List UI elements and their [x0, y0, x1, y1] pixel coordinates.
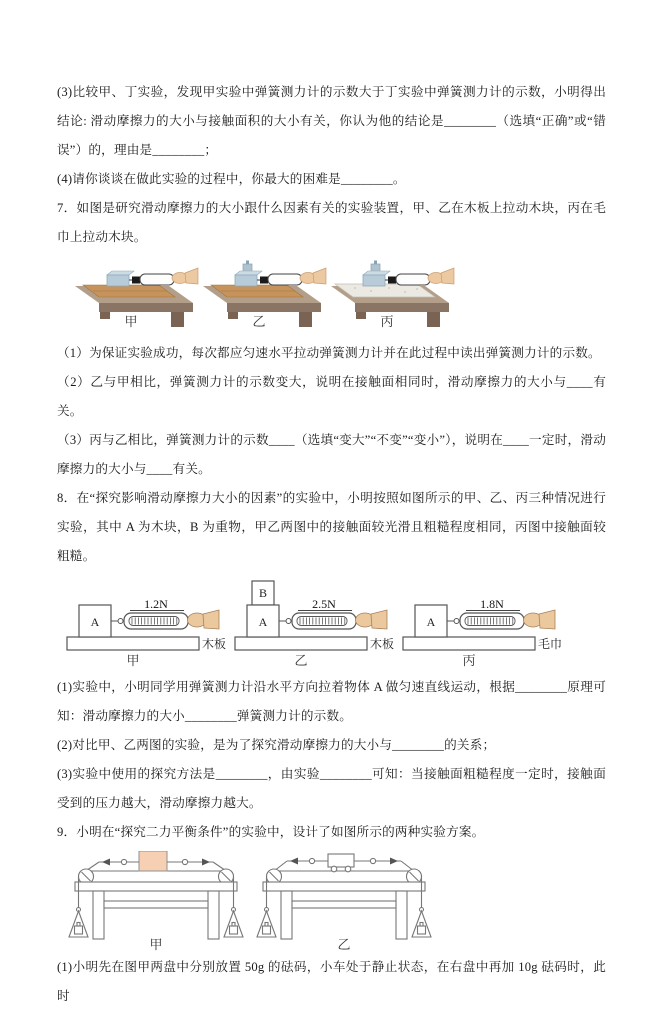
question-7-stem: 7．如图是研究滑动摩擦力的大小跟什么因素有关的实验装置，甲、乙在木板上拉动木块，丙在毛巾上拉动木块。: [57, 201, 606, 244]
string-ring: [121, 859, 126, 864]
table-crossbar: [104, 901, 208, 908]
question-6-part3: (3)比较甲、丁实验，发现甲实验中弹簧测力计的示数大于丁实验中弹簧测力计的示数，小明得出结论: 滑动摩擦力的大小与接触面积的大小有关，你认为他的结论是________（选填“正确”或“错误”）的，理由是________；: [57, 85, 606, 157]
force-reading: 2.5N: [312, 597, 336, 611]
fig8-panel-yi: [235, 581, 394, 668]
spring-scale: [396, 274, 430, 285]
block: [139, 851, 167, 871]
scale-connector: [260, 277, 268, 284]
figure-q9-drawing: [61, 851, 441, 951]
forearm: [313, 268, 326, 284]
towel-dot: [388, 287, 390, 289]
table-leg: [427, 312, 440, 327]
question-7-part1: （1）为保证实验成功，每次都应匀速水平拉动弹簧测力计并在此过程中读出弹簧测力计的示数。: [57, 346, 601, 360]
panel-caption: 乙: [337, 937, 351, 951]
table-apron: [99, 303, 193, 312]
block-a-label: A: [426, 615, 436, 629]
tabletop: [263, 882, 425, 891]
table-leg: [281, 891, 292, 939]
table-leg: [228, 312, 238, 319]
weight-knob: [246, 261, 249, 265]
track: [81, 871, 231, 882]
forearm: [203, 610, 219, 629]
weight-knob: [232, 923, 235, 927]
table-leg: [208, 891, 219, 939]
cart-wheel: [345, 866, 351, 872]
table-apron: [227, 303, 321, 312]
table-leg: [299, 312, 312, 327]
board: [235, 637, 367, 650]
weight: [263, 926, 271, 934]
towel-dot: [416, 288, 418, 290]
panel-caption: 乙: [294, 653, 308, 668]
spring-scale: [268, 274, 302, 285]
string-right-drop: [401, 861, 412, 870]
fig9-panel-yi: [257, 854, 431, 951]
force-reading: 1.2N: [144, 597, 168, 611]
spring-coils: [468, 618, 513, 625]
string-left-drop: [276, 861, 287, 870]
question-8-part2: (2)对比甲、乙两图的实验，是为了探究滑动摩擦力的大小与________的关系；: [57, 738, 496, 752]
forearm: [539, 610, 555, 629]
figure-q8-drawing: [57, 579, 567, 669]
block-b-label: B: [258, 586, 268, 600]
table-leg: [356, 312, 366, 319]
wood-block: [107, 275, 129, 286]
weight-knob: [265, 923, 268, 927]
tabletop: [75, 882, 237, 891]
surface-label: 毛巾: [538, 637, 563, 651]
arrow-right-icon: [390, 858, 398, 865]
hook-ring: [454, 619, 459, 624]
question-9-part1: (1)小明先在图甲两盘中分别放置 50g 的砝码，小车处于静止状态，在右盘中再加 10g 砝码时，此时: [57, 960, 606, 1003]
table-leg: [100, 312, 110, 319]
block-a-label: A: [258, 615, 268, 629]
string-right-drop: [213, 862, 224, 870]
string-ring: [182, 859, 187, 864]
fig8-panel-jia: [67, 597, 226, 668]
table-apron: [355, 303, 449, 312]
weight: [230, 926, 238, 934]
string-ring: [309, 858, 314, 863]
block-top-face: [363, 271, 390, 275]
question-9-stem: 9．小明在“探究二力平衡条件”的实验中，设计了如图所示的两种实验方案。: [57, 825, 485, 839]
panel-caption: 丙: [380, 314, 394, 329]
figure-q7-friction-tables: [71, 255, 606, 329]
board: [67, 637, 199, 650]
weight-knob: [420, 923, 423, 927]
spring-coils: [132, 618, 177, 625]
arrow-left-icon: [290, 858, 298, 865]
scale-connector: [388, 277, 396, 284]
board: [403, 637, 535, 650]
table-leg: [93, 891, 104, 939]
towel-dot: [370, 290, 372, 292]
table-leg: [396, 891, 407, 939]
block-top-face: [107, 271, 134, 275]
weight-knob: [77, 923, 80, 927]
cart-body: [328, 854, 354, 867]
figure-q8-spring-scales: [57, 579, 606, 669]
fig7-panel-yi: [203, 261, 326, 330]
spring-scale: [140, 274, 174, 285]
fig8-panel-bing: [403, 597, 562, 668]
hook-ring: [118, 619, 123, 624]
spring-coils: [300, 618, 345, 625]
panel-caption: 丙: [462, 653, 476, 668]
track: [269, 871, 419, 882]
wood-block: [363, 275, 385, 286]
question-6-part4: (4)请你谈谈在做此实验的过程中，你最大的困难是________。: [57, 172, 406, 186]
forearm: [371, 610, 387, 629]
scale-connector: [132, 277, 140, 284]
panel-caption: 甲: [124, 314, 138, 329]
hook-ring: [286, 619, 291, 624]
worksheet-page: [57, 78, 606, 1011]
panel-caption: 甲: [126, 653, 140, 668]
surface-label: 木板: [202, 637, 227, 651]
block-a-label: A: [90, 615, 100, 629]
wood-block: [235, 275, 257, 286]
question-8-part1: (1)实验中，小明同学用弹簧测力计沿水平方向拉着物体 A 做匀速直线运动，根据________原理可知：滑动摩擦力的大小________弹簧测力计的示数。: [57, 680, 606, 723]
figure-q7-drawing: [71, 255, 459, 329]
fig7-panel-bing: [331, 261, 454, 330]
question-8-part3: (3)实验中使用的探究方法是________，由实验________可知：当接触面粗糙程度一定时，接触面受到的压力越大，滑动摩擦力越大。: [57, 767, 606, 810]
panel-caption: 乙: [252, 314, 266, 329]
towel-dot: [404, 291, 406, 293]
surface-label: 木板: [370, 637, 395, 651]
question-7-part3: （3）丙与乙相比，弹簧测力计的示数____（选填“变大”“不变”“变小”），说明在____一定时，滑动摩擦力的大小与____有关。: [57, 433, 606, 476]
table-crossbar: [292, 901, 396, 908]
arrow-left-icon: [102, 859, 110, 866]
question-7-part2: （2）乙与甲相比，弹簧测力计的示数变大，说明在接触面相同时，滑动摩擦力的大小与____有关。: [57, 375, 606, 418]
forearm: [441, 268, 454, 284]
force-reading: 1.8N: [480, 597, 504, 611]
figure-q9-balance-tables: [61, 851, 606, 951]
table-leg: [171, 312, 184, 327]
string-left-drop: [88, 862, 99, 870]
cart-wheel: [331, 866, 337, 872]
string-ring: [370, 858, 375, 863]
towel-dot: [354, 287, 356, 289]
block-top-face: [235, 271, 262, 275]
arrow-right-icon: [202, 859, 210, 866]
panel-caption: 甲: [149, 937, 163, 951]
fig7-panel-jia: [75, 268, 198, 329]
fig9-panel-jia: [69, 851, 243, 951]
weight-knob: [374, 261, 377, 265]
weight: [418, 926, 426, 934]
weight: [75, 926, 83, 934]
forearm: [185, 268, 198, 284]
question-8-stem: 8．在“探究影响滑动摩擦力大小的因素”的实验中，小明按照如图所示的甲、乙、丙三种情况进行实验，其中 A 为木块，B 为重物，甲乙两图中的接触面较光滑且粗糙程度相同，丙图中接触面较粗糙。: [57, 491, 606, 563]
